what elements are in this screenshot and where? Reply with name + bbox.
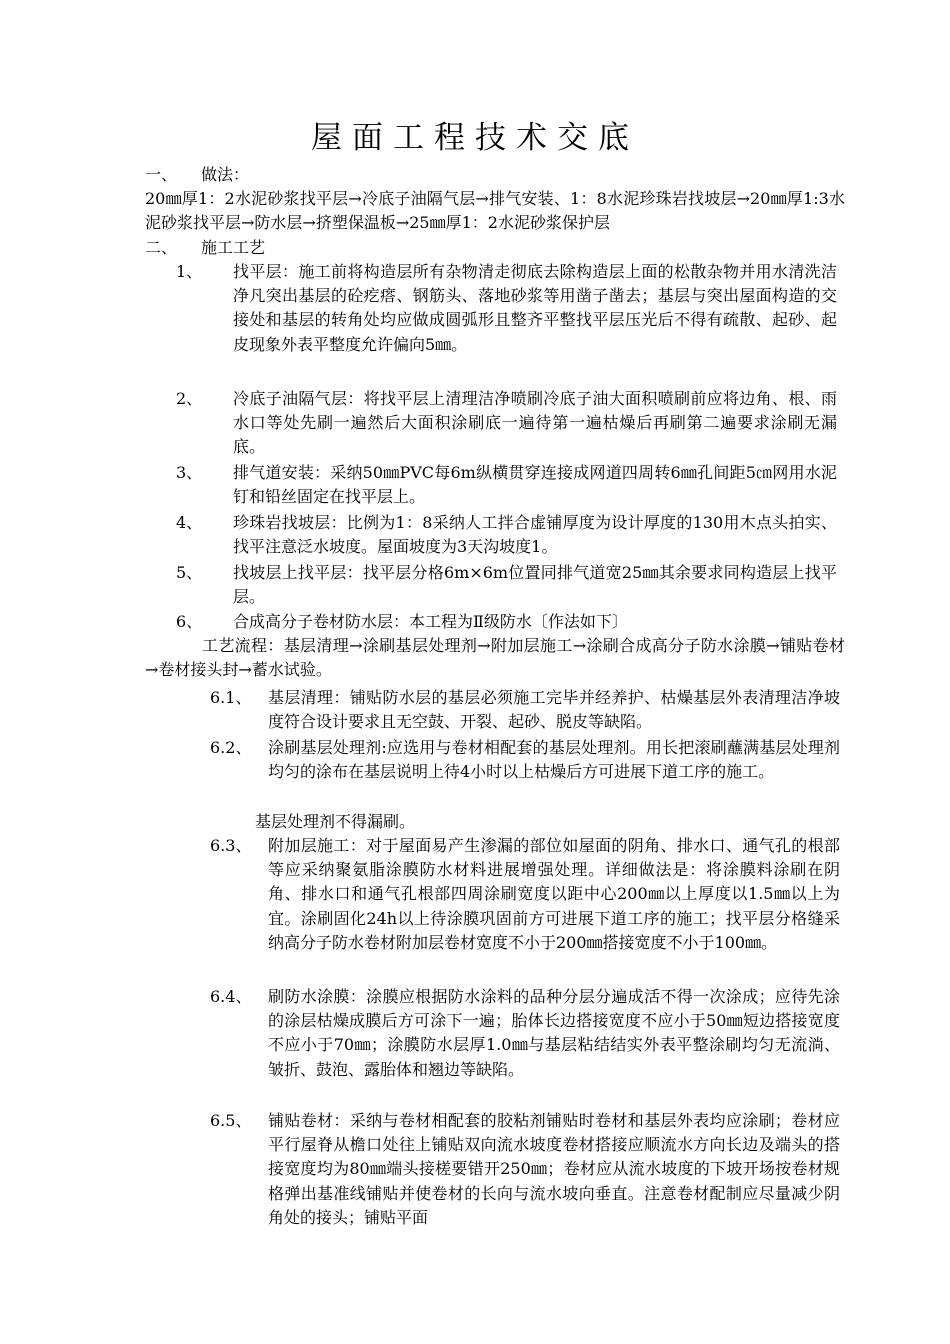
item-number: 5、 (176, 563, 203, 582)
item-number: 3、 (176, 463, 203, 482)
item-text: 附加层施工：对于屋面易产生渗漏的部位如屋面的阴角、排水口、通气孔的根部等应采纳聚氨脂涂膜防水材料进展增强处理。详细做法是：将涂膜料涂刷在阴角、排水口和通气孔根部四周涂刷宽度以距中心200㎜以上厚度以1.5㎜以上为宜。涂刷固化24h以上待涂膜巩固前方可进展下道工序的施工；找平层分格缝采纳高分子防水卷材附加层卷材宽度不小于200㎜搭接宽度不小于100㎜。 (268, 836, 840, 952)
process-flow-paragraph: 工艺流程：基层清理→涂刷基层处理剂→附加层施工→涂刷合成高分子防水涂膜→铺贴卷材→卷材接头封→蓄水试验。 (145, 636, 845, 680)
item-text: 合成高分子卷材防水层：本工程为Ⅱ级防水〔作法如下〕 (233, 612, 628, 631)
item-number: 6、 (176, 612, 203, 631)
item-text: 刷防水涂膜：涂膜应根据防水涂料的品种分层分遍成活不得一次涂成；应待先涂的涂层枯燥成膜后方可涂下一遍；胎体长边搭接宽度不应小于50㎜短边搭接宽度不应小于70㎜；涂膜防水层厚1.0㎜与基层粘结结实外表平整涂刷均匀无流淌、皱折、鼓泡、露胎体和翘边等缺陷。 (268, 987, 840, 1079)
section-label: 做法： (201, 165, 250, 184)
item-text: 珍珠岩找坡层：比例为1：8采纳人工拌合虚铺厚度为设计厚度的130用木点头拍实、找平注意泛水坡度。屋面坡度为3天沟坡度1。 (233, 513, 837, 557)
document-title: 屋面工程技术交底 (311, 120, 639, 156)
item-number: 6.4、 (210, 987, 252, 1006)
item-number: 6.2、 (210, 738, 252, 757)
item-number: 6.5、 (210, 1111, 252, 1130)
section-label: 施工工艺 (201, 238, 266, 257)
item-text: 找平层：施工前将构造层所有杂物清走彻底去除构造层上面的松散杂物并用水清洗洁净凡突出基层的砼疙瘩、钢筋头、落地砂浆等用凿子凿去；基层与突出屋面构造的交接处和基层的转角处均应做成圆弧形且整齐平整找平层压光后不得有疏散、起砂、起皮现象外表平整度允许偏向5㎜。 (233, 262, 837, 354)
item-number: 6.3、 (210, 836, 252, 855)
item-number: 1、 (176, 262, 203, 281)
item-text: 涂刷基层处理剂:应选用与卷材相配套的基层处理剂。用长把滚刷蘸满基层处理剂均匀的涂布在基层说明上待4小时以上枯燥后方可进展下道工序的施工。 (268, 738, 840, 782)
section-number: 二、 (145, 238, 178, 257)
method-paragraph: 20㎜厚1：2水泥砂浆找平层→冷底子油隔气层→排气安装、1：8水泥珍珠岩找坡层→20㎜厚1:3水泥砂浆找平层→防水层→挤塑保温板→25㎜厚1：2水泥砂浆保护层 (145, 189, 845, 233)
item-text: 排气道安装：采纳50㎜PVC每6m纵横贯穿连接成网道四周转6㎜孔间距5㎝网用水泥钉和铅丝固定在找平层上。 (233, 463, 837, 507)
item-text: 冷底子油隔气层：将找平层上清理洁净喷刷冷底子油大面积喷刷前应将边角、根、雨水口等处先刷一遍然后大面积涂刷底一遍待第一遍枯燥后再刷第二遍要求涂刷无漏底。 (233, 389, 837, 457)
item-number: 6.1、 (210, 688, 252, 707)
item-number: 4、 (176, 513, 203, 532)
item-text: 基层清理：铺贴防水层的基层必须施工完毕并经养护、枯燥基层外表清理洁净坡度符合设计要求且无空鼓、开裂、起砂、脱皮等缺陷。 (268, 688, 840, 732)
section-number: 一、 (145, 165, 178, 184)
item-text: 铺贴卷材：采纳与卷材相配套的胶粘剂铺贴时卷材和基层外表均应涂刷；卷材应平行屋脊从檐口处往上铺贴双向流水坡度卷材搭接应顺流水方向长边及端头的搭接宽度均为80㎜端头接槎要错开250㎜；卷材应从流水坡度的下坡开场按卷材规格弹出基准线铺贴并使卷材的长向与流水坡向垂直。注意卷材配制应尽量减少阴角处的接头；铺贴平面 (268, 1111, 840, 1227)
item-text: 找坡层上找平层：找平层分格6m×6m位置同排气道宽25㎜其余要求同构造层上找平层。 (233, 563, 837, 607)
note-line: 基层处理剂不得漏刷。 (255, 812, 416, 831)
item-number: 2、 (176, 389, 203, 408)
